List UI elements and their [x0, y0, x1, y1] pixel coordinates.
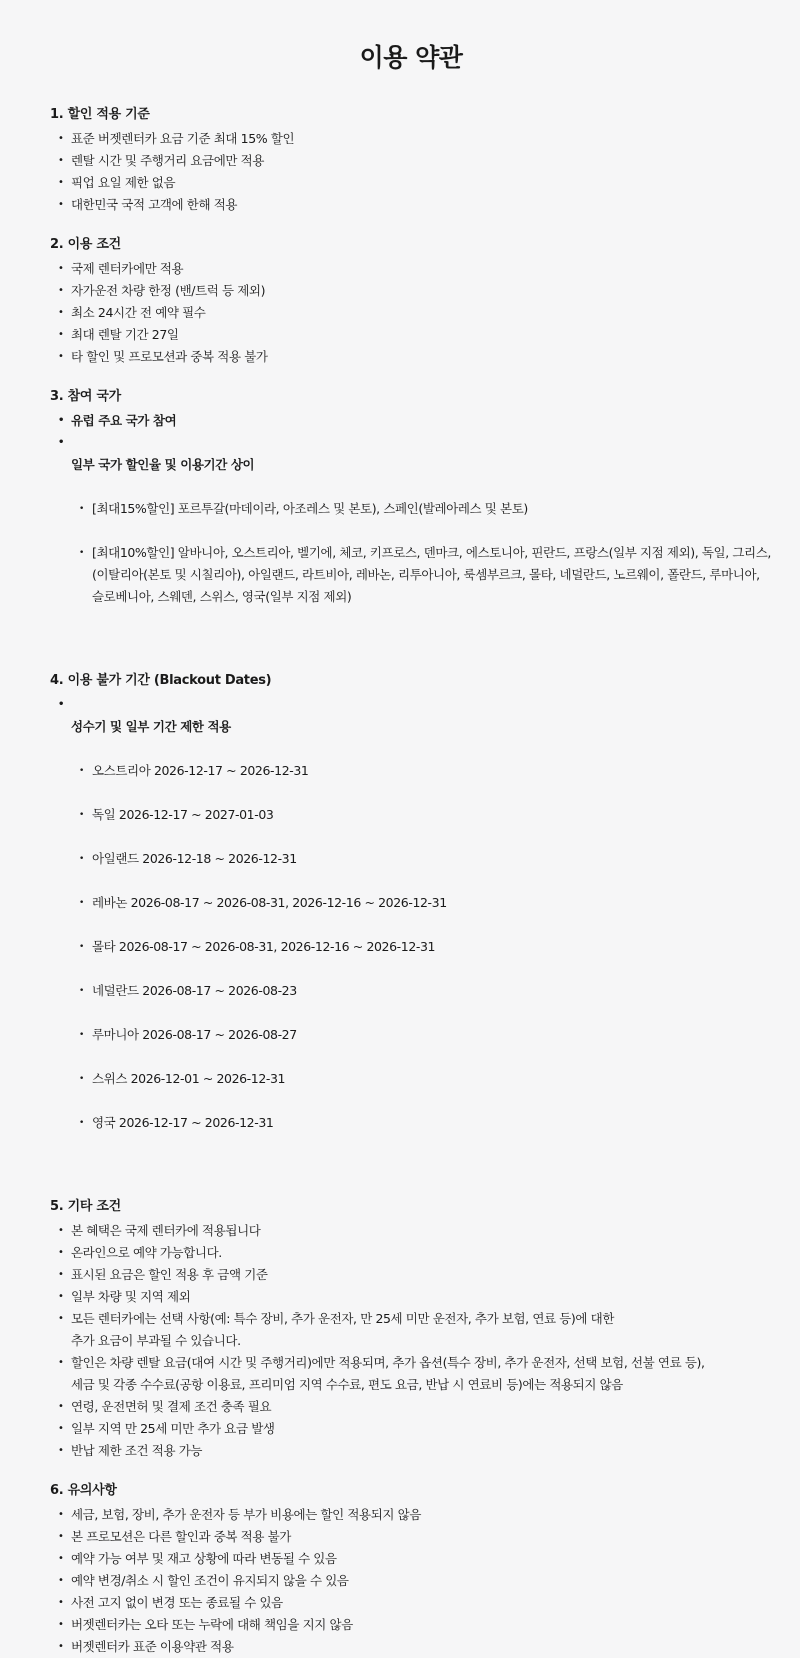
bullet-list — [50, 128, 772, 216]
list-item: • 본 프로모션은 다른 할인과 중복 적용 불가 — [50, 1526, 772, 1548]
section-heading: 5. 기타 조건 — [50, 1199, 121, 1214]
section-heading: 2. 이용 조건 — [50, 237, 121, 252]
page-title: 이용 약관 — [359, 43, 463, 72]
sub-list-item: • 레바논 2026-08-17 ~ 2026-08-31, 2026-12-16 ~ 2026-12-31 — [71, 892, 772, 914]
list-item: • 버젯렌터카는 오타 또는 누락에 대해 책임을 지지 않음 — [50, 1614, 772, 1636]
list-item: • 표시된 요금은 할인 적용 후 금액 기준 — [50, 1264, 772, 1286]
list-item: • 일부 지역 만 25세 미만 추가 요금 발생 — [50, 1418, 772, 1440]
list-item: • 연령, 운전면허 및 결제 조건 충족 필요 — [50, 1396, 772, 1418]
list-item: • 버젯렌터카 표준 이용약관 적용 — [50, 1636, 772, 1658]
list-item: • 타 할인 및 프로모션과 중복 적용 불가 — [50, 346, 772, 368]
list-item: • 최대 렌탈 기간 27일 — [50, 324, 772, 346]
sub-list-item: • [최대15%할인] 포르투갈(마데이라, 아조레스 및 본토), 스페인(발레아레스 및 본토) — [71, 498, 772, 520]
bullet-list — [50, 1220, 772, 1462]
list-item: • 세금, 보험, 장비, 추가 운전자 등 부가 비용에는 할인 적용되지 않음 — [50, 1504, 772, 1526]
section-heading: 4. 이용 불가 기간 (Blackout Dates) — [50, 673, 272, 688]
sub-list-item: • 스위스 2026-12-01 ~ 2026-12-31 — [71, 1068, 772, 1090]
list-item: • 반납 제한 조건 적용 가능 — [50, 1440, 772, 1462]
list-item: • 본 혜택은 국제 렌터카에 적용됩니다 — [50, 1220, 772, 1242]
list-item-label: 성수기 및 일부 기간 제한 적용 — [71, 719, 231, 734]
sub-list-item: • 몰타 2026-08-17 ~ 2026-08-31, 2026-12-16 ~ 2026-12-31 — [71, 936, 772, 958]
sub-list-item: • 독일 2026-12-17 ~ 2027-01-03 — [71, 804, 772, 826]
section-notices — [50, 1482, 772, 1658]
list-item: • 유럽 주요 국가 참여 — [50, 410, 772, 432]
sub-list-item: • 네덜란드 2026-08-17 ~ 2026-08-23 — [71, 980, 772, 1002]
section-other-conditions — [50, 1198, 772, 1462]
sub-list-item: • 아일랜드 2026-12-18 ~ 2026-12-31 — [71, 848, 772, 870]
bullet-list — [50, 258, 772, 368]
list-item: • 모든 렌터카에는 선택 사항(예: 특수 장비, 추가 운전자, 만 25세 미만 운전자, 추가 보험, 연료 등)에 대한 추가 요금이 부과될 수 있습니다. — [50, 1308, 772, 1352]
list-item: • 예약 가능 여부 및 재고 상황에 따라 변동될 수 있음 — [50, 1548, 772, 1570]
section-heading: 6. 유의사항 — [50, 1483, 117, 1498]
section-usage-conditions — [50, 236, 772, 368]
list-item: • 렌탈 시간 및 주행거리 요금에만 적용 — [50, 150, 772, 172]
list-item: • 국제 렌터카에만 적용 — [50, 258, 772, 280]
list-item: • 표준 버젯렌터카 요금 기준 최대 15% 할인 — [50, 128, 772, 150]
bullet-list — [50, 694, 772, 1178]
bullet-list — [50, 1504, 772, 1658]
list-item: • 온라인으로 예약 가능합니다. — [50, 1242, 772, 1264]
list-item: • 픽업 요일 제한 없음 — [50, 172, 772, 194]
list-item — [50, 432, 772, 652]
sub-list-item: • 오스트리아 2026-12-17 ~ 2026-12-31 — [71, 760, 772, 782]
section-heading: 1. 할인 적용 기준 — [50, 107, 150, 122]
sub-list-item: • [최대10%할인] 알바니아, 오스트리아, 벨기에, 체코, 키프로스, 덴마크, 에스토니아, 핀란드, 프랑스(일부 지점 제외), 독일, 그리스, (이탈리아(본토 및 시칠리아), 아일랜드, 라트비아, 레바논, 리투아니아, 룩셈부르크, 몰타, 네덜란드, 노르웨이, 폴란드, 루마니아, 슬로베니아, 스웨덴, 스위스, 영국(일부 지점 제외) — [71, 542, 772, 608]
list-item: • 예약 변경/취소 시 할인 조건이 유지되지 않을 수 있음 — [50, 1570, 772, 1592]
list-item — [50, 694, 772, 1178]
list-item: • 대한민국 국적 고객에 한해 적용 — [50, 194, 772, 216]
sub-list-item: • 루마니아 2026-08-17 ~ 2026-08-27 — [71, 1024, 772, 1046]
sub-list-item: • 영국 2026-12-17 ~ 2026-12-31 — [71, 1112, 772, 1134]
bullet-list — [50, 410, 772, 652]
sub-bullet-list — [71, 738, 772, 1156]
section-blackout-dates — [50, 672, 772, 1178]
section-participating-countries — [50, 388, 772, 652]
list-item: • 할인은 차량 렌탈 요금(대여 시간 및 주행거리)에만 적용되며, 추가 옵션(특수 장비, 추가 운전자, 선택 보험, 선불 연료 등), 세금 및 각종 수수료(공항 이용료, 프리미엄 지역 수수료, 편도 요금, 반납 시 연료비 등)에는 적용되지 않음 — [50, 1352, 772, 1396]
list-item: • 일부 차량 및 지역 제외 — [50, 1286, 772, 1308]
list-item: • 자가운전 차량 한정 (밴/트럭 등 제외) — [50, 280, 772, 302]
list-item: • 사전 고지 없이 변경 또는 종료될 수 있음 — [50, 1592, 772, 1614]
list-item: • 최소 24시간 전 예약 필수 — [50, 302, 772, 324]
list-item-label: 일부 국가 할인율 및 이용기간 상이 — [71, 457, 255, 472]
sub-bullet-list — [71, 476, 772, 630]
section-heading: 3. 참여 국가 — [50, 389, 121, 404]
section-discount-criteria — [50, 106, 772, 216]
